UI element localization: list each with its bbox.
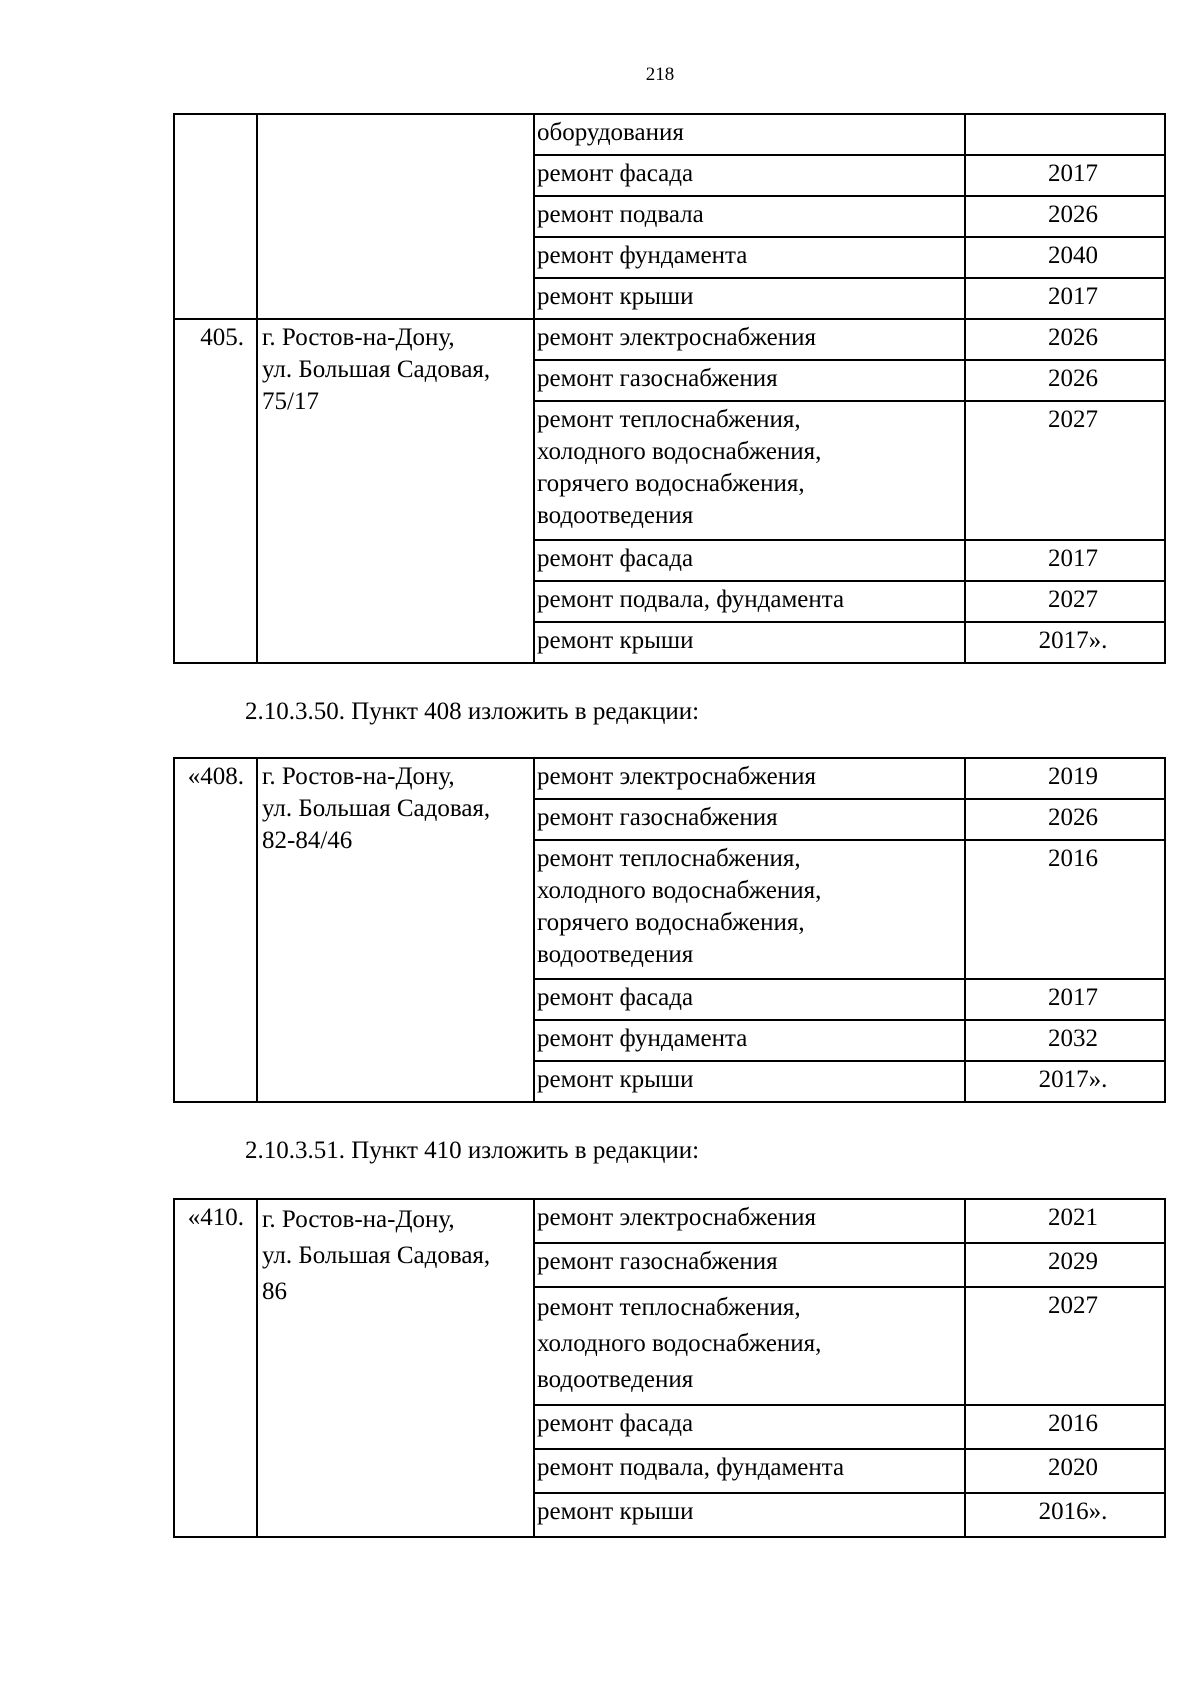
address-line: 82-84/46: [262, 827, 353, 854]
table-408: [173, 757, 1164, 1103]
work-cell: ремонт газоснабжения: [534, 799, 965, 840]
work-line: ремонт теплоснабжения,: [537, 1294, 801, 1321]
year-cell: 2027: [965, 581, 1165, 622]
work-line: водоотведения: [537, 1366, 694, 1393]
year-cell: 2017: [965, 540, 1165, 581]
address-line: ул. Большая Садовая,: [262, 1242, 491, 1269]
work-cell: ремонт фасада: [534, 155, 965, 196]
year-cell: [965, 114, 1165, 155]
work-cell: ремонт подвала, фундамента: [534, 1449, 965, 1493]
work-line: водоотведения: [537, 941, 694, 968]
year-cell: 2040: [965, 237, 1165, 278]
work-cell: [534, 1287, 965, 1405]
table-continued: [173, 113, 1164, 664]
table-row: [174, 114, 1165, 155]
table-410: [173, 1198, 1164, 1538]
work-cell: оборудования: [534, 114, 965, 155]
address-cell: [257, 114, 534, 319]
work-cell: ремонт фасада: [534, 979, 965, 1020]
year-cell: 2026: [965, 319, 1165, 360]
address-line: г. Ростов-на-Дону,: [262, 1206, 455, 1233]
item-number: «408.: [174, 758, 257, 1102]
year-cell: 2026: [965, 196, 1165, 237]
year-cell: 2021: [965, 1199, 1165, 1243]
year-cell: 2017».: [965, 1061, 1165, 1102]
year-cell: 2027: [965, 401, 1165, 540]
work-line: холодного водоснабжения,: [537, 438, 822, 465]
address-line: ул. Большая Садовая,: [262, 356, 491, 383]
address-line: г. Ростов-на-Дону,: [262, 324, 455, 351]
work-cell: [534, 840, 965, 979]
year-cell: 2017: [965, 155, 1165, 196]
table-row: [174, 1199, 1165, 1243]
address-line: 75/17: [262, 388, 319, 415]
work-cell: ремонт электроснабжения: [534, 319, 965, 360]
work-line: горячего водоснабжения,: [537, 470, 805, 497]
year-cell: 2020: [965, 1449, 1165, 1493]
page-number: 218: [645, 64, 675, 85]
year-cell: 2017: [965, 979, 1165, 1020]
work-line: водоотведения: [537, 502, 694, 529]
address-line: г. Ростов-на-Дону,: [262, 763, 455, 790]
work-line: горячего водоснабжения,: [537, 909, 805, 936]
year-cell: 2017: [965, 278, 1165, 319]
work-line: холодного водоснабжения,: [537, 1330, 822, 1357]
item-number: 405.: [174, 319, 257, 663]
work-cell: ремонт крыши: [534, 1493, 965, 1537]
work-cell: ремонт фасада: [534, 1405, 965, 1449]
year-cell: 2032: [965, 1020, 1165, 1061]
work-line: ремонт теплоснабжения,: [537, 406, 801, 433]
address-line: 86: [262, 1278, 287, 1305]
address-cell: [257, 758, 534, 1102]
work-cell: ремонт подвала: [534, 196, 965, 237]
work-cell: ремонт крыши: [534, 278, 965, 319]
year-cell: 2026: [965, 799, 1165, 840]
work-cell: ремонт крыши: [534, 622, 965, 663]
year-cell: 2027: [965, 1287, 1165, 1405]
year-cell: 2016».: [965, 1493, 1165, 1537]
address-cell: [257, 1199, 534, 1537]
year-cell: 2017».: [965, 622, 1165, 663]
year-cell: 2016: [965, 840, 1165, 979]
item-number: «410.: [174, 1199, 257, 1537]
work-cell: ремонт подвала, фундамента: [534, 581, 965, 622]
work-cell: ремонт крыши: [534, 1061, 965, 1102]
work-cell: [534, 401, 965, 540]
year-cell: 2019: [965, 758, 1165, 799]
year-cell: 2016: [965, 1405, 1165, 1449]
table-row: [174, 758, 1165, 799]
number-cell: [174, 114, 257, 319]
work-line: ремонт теплоснабжения,: [537, 845, 801, 872]
address-line: ул. Большая Садовая,: [262, 795, 491, 822]
work-line: холодного водоснабжения,: [537, 877, 822, 904]
year-cell: 2029: [965, 1243, 1165, 1287]
work-cell: ремонт фундамента: [534, 237, 965, 278]
work-cell: ремонт газоснабжения: [534, 360, 965, 401]
address-cell: [257, 319, 534, 663]
table-row: [174, 319, 1165, 360]
work-cell: ремонт фундамента: [534, 1020, 965, 1061]
section-heading: 2.10.3.50. Пункт 408 изложить в редакции:: [245, 698, 700, 725]
work-cell: ремонт электроснабжения: [534, 758, 965, 799]
work-cell: ремонт газоснабжения: [534, 1243, 965, 1287]
work-cell: ремонт электроснабжения: [534, 1199, 965, 1243]
section-heading: 2.10.3.51. Пункт 410 изложить в редакции:: [245, 1137, 700, 1164]
work-cell: ремонт фасада: [534, 540, 965, 581]
year-cell: 2026: [965, 360, 1165, 401]
